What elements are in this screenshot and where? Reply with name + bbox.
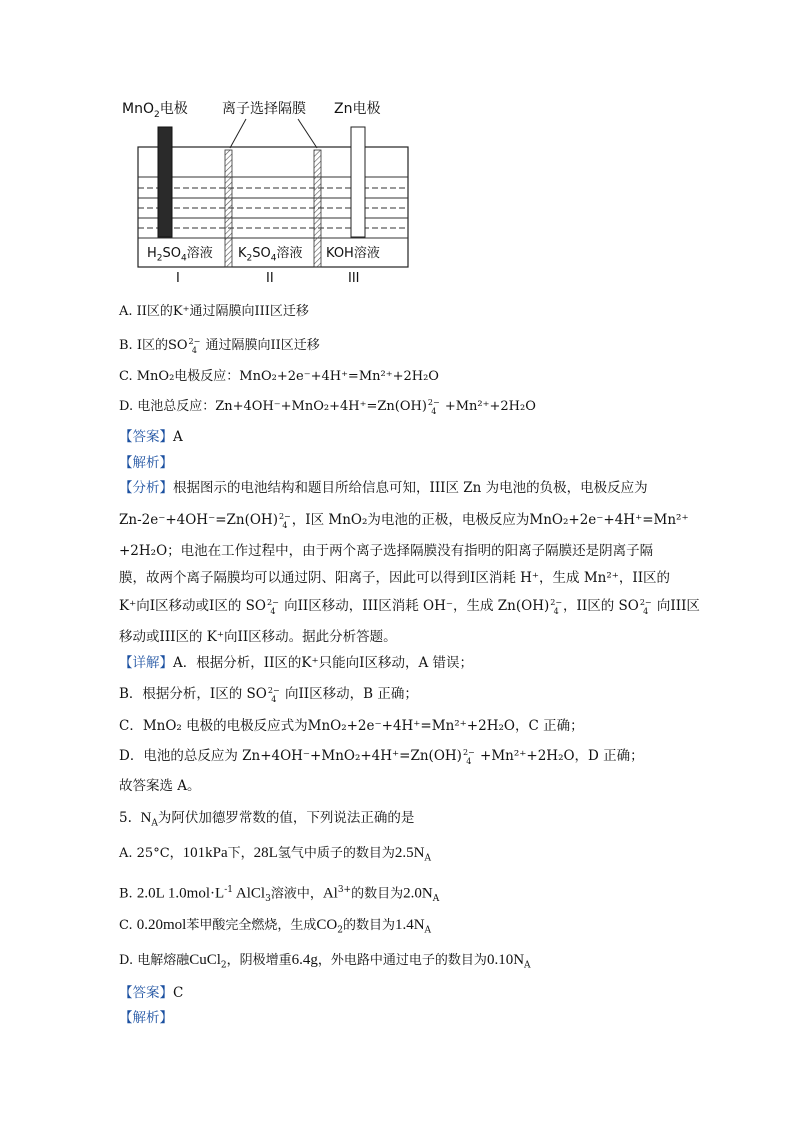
q4-option-b: B. I区的SO 2− 4 通过隔膜向II区迁移	[119, 336, 320, 355]
mno2-electrode	[158, 127, 172, 237]
zn-electrode-label: Zn电极	[334, 101, 381, 117]
q4-fenxi-line-2: Zn-2e⁻+4OH⁻=Zn(OH) 2− 4 ，I区 MnO₂为电池的正极，电极反应为MnO₂+2e⁻+4H⁺=Mn²⁺	[119, 511, 689, 530]
q5-stem: 5. $N_A$为阿伏加德罗常数的值，下列说法正确的是	[119, 810, 415, 829]
koh-solution-label: KOH溶液	[326, 246, 380, 261]
zone-2-label: II	[266, 271, 274, 286]
q4-fenxi-line-1: 【分析】根据图示的电池结构和题目所给信息可知，III区 Zn 为电池的负极，电极反应为	[119, 480, 648, 496]
q5-option-c: C. 0.20mol苯甲酸完全燃烧，生成$CO_2$的数目为$1.4N_A$	[119, 917, 432, 936]
left-membrane	[225, 150, 232, 267]
membrane-label: 离子选择隔膜	[222, 101, 306, 117]
zn-electrode	[351, 127, 365, 237]
q4-conclusion: 故答案选 A。	[119, 778, 201, 794]
q4-fenxi-line-5: K⁺向I区移动或I区的 SO 2− 4 向II区移动，III区消耗 OH⁻，生成 Zn(OH) 2− 4 ，II区的 SO 2− 4 向III区	[119, 597, 700, 616]
q4-answer: 【答案】A	[119, 429, 183, 445]
q4-option-c: C. MnO₂电极反应：MnO₂+2e⁻+4H⁺=Mn²⁺+2H₂O	[119, 369, 439, 384]
q4-analysis-heading: 【解析】	[119, 455, 173, 471]
q5-analysis-heading: 【解析】	[119, 1010, 173, 1026]
mno2-electrode-label: MnO$_2$电极	[122, 101, 188, 120]
k2so4-solution-label: $K_2SO_4$溶液	[238, 246, 303, 264]
zone-3-label: III	[348, 271, 360, 286]
h2so4-solution-label: $H_2SO_4$溶液	[147, 246, 213, 264]
q4-xiangjie-a: 【详解】A．根据分析，II区的K⁺只能向I区移动，A 错误；	[119, 655, 473, 671]
q5-option-d: D. 电解熔融CuCl$_2$，阴极增重6.4g，外电路中通过电子的数目为$0.10N_A$	[119, 952, 531, 971]
right-membrane	[314, 150, 321, 267]
q5-option-b: B. 2.0L $1.0mol\cdot L^{-1}$ AlCl$_3$溶液中，$Al^{3+}$的数目为$2.0N_A$	[119, 885, 440, 904]
q4-xiangjie-d: D．电池的总反应为 Zn+4OH⁻+MnO₂+4H⁺=Zn(OH) 2− 4 +Mn²⁺+2H₂O，D 正确；	[119, 747, 644, 766]
q5-option-a: A. 25°C，101kPa下，28L氢气中质子的数目为$2.5N_A$	[119, 845, 431, 864]
q4-fenxi-line-4: 膜，故两个离子隔膜均可以通过阴、阳离子，因此可以得到I区消耗 H⁺，生成 Mn²⁺，II区的	[119, 570, 671, 586]
q4-fenxi-line-6: 移动或III区的 K⁺向II区移动。据此分析答题。	[119, 629, 397, 645]
q4-xiangjie-b: B．根据分析，I区的 SO 2− 4 向II区移动，B 正确；	[119, 685, 418, 704]
q4-option-a: A. II区的K⁺通过隔膜向III区迁移	[119, 304, 309, 319]
q4-fenxi-line-3: +2H₂O；电池在工作过程中，由于两个离子选择隔膜没有指明的阳离子隔膜还是阴离子隔	[119, 543, 654, 559]
q5-answer: 【答案】C	[119, 985, 184, 1001]
q4-xiangjie-c: C．MnO₂ 电极的电极反应式为MnO₂+2e⁻+4H⁺=Mn²⁺+2H₂O，C 正确；	[119, 718, 584, 734]
zone-1-label: I	[176, 271, 180, 286]
q4-option-d: D. 电池总反应：Zn+4OH⁻+MnO₂+4H⁺=Zn(OH) 2− 4 +Mn²⁺+2H₂O	[119, 397, 536, 416]
